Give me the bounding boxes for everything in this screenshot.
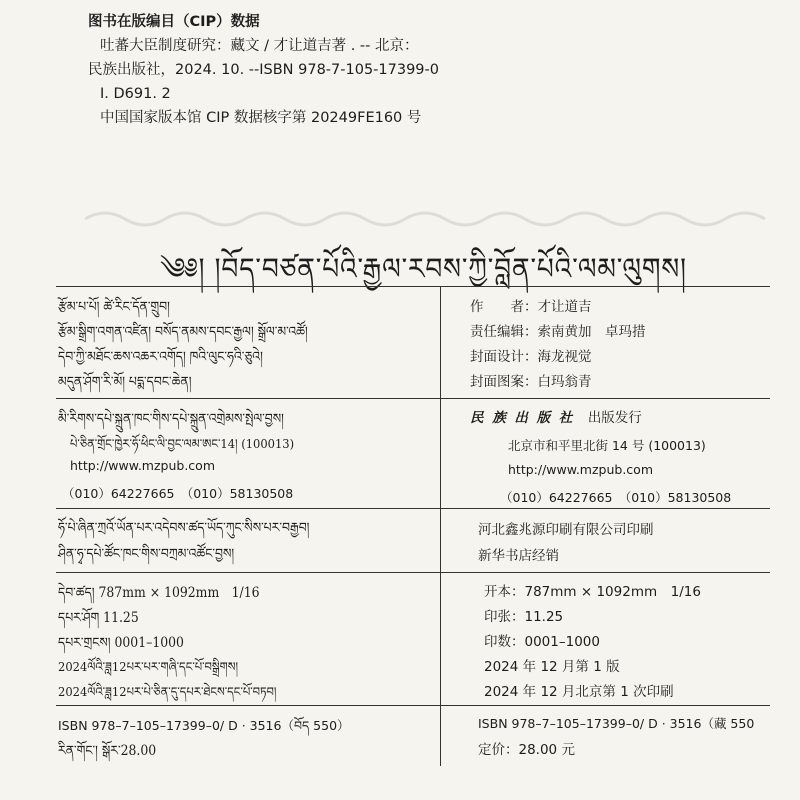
cip-line-4: 中国国家版本馆 CIP 数据核字第 20249FE160 号 [100,110,422,126]
printer-tibetan-line-2: ཤིན་ཧྭ་དཔེ་ཚོང་ཁང་གིས་བཀྲམ་འཚོང་བྱས། [58,546,235,562]
publisher-tibetan-url: http://www.mzpub.com [70,458,215,473]
credit-tibetan-cover-design: དེབ་ཀྱི་མཐོང་ཆས་འཆར་འགོད། ཁའི་ལུང་ཧའི་ཅུའེ། [58,349,263,365]
credit-tibetan-cover-art: མདུན་ཤོག་རི་མོ། པདྨ་དབང་ཆེན། [58,374,192,390]
spec-print-run: 印数：0001–1000 [484,634,600,650]
spec-tibetan-edition: 2024ལོའི་ཟླ12པར་པར་གཞི་དང་པོ་བསྒྲིགས། [58,659,239,674]
publisher-url: http://www.mzpub.com [508,462,653,477]
publisher-chinese: 民 族 出 版 社 出版发行 [470,410,642,426]
credit-editor: 责任编辑：索南黄加 卓玛措 [470,324,646,340]
spec-tibetan-sheets: དཔར་ཤོག 11.25 [58,610,139,626]
book-title-tibetan: ༄༅། །བོད་བཙན་པོའི་རྒྱལ་རབས་ཀྱི་བློན་པོའི་ལམ་ལུགས། [160,252,687,287]
bleed-through-text [85,205,785,231]
divider-credits [56,398,770,399]
spec-sheets: 印张：11.25 [484,609,564,625]
price-tibetan: རིན་གོང་། སྒོར་28.00 [58,743,157,759]
spec-format: 开本：787mm × 1092mm 1/16 [484,584,701,600]
printer-chinese-line-2: 新华书店经销 [478,548,559,564]
credit-tibetan-author: རྩོམ་པ་པོ། ཚེ་རིང་དོན་གྲུབ། [58,299,170,315]
credit-author: 作 者：才让道吉 [470,299,592,315]
publisher-tibetan-address: པེ་ཅིན་གྲོང་ཁྱེར་ཧོ་ཕིང་ལི་བྱང་ལམ་ཨང་14། (100013) [70,436,295,451]
publisher-tibetan-phone: （010）64227665 （010）58130508 [62,486,294,501]
price-chinese: 定价：28.00 元 [478,742,575,758]
credit-cover-design: 封面设计：海龙视觉 [470,349,592,365]
divider-specs [56,705,770,706]
publisher-tibetan-name: མི་རིགས་དཔེ་སྐྲུན་ཁང་གིས་དཔེ་སྐྲུན་འགྲེམས་སྤེལ་བྱས། [58,411,284,427]
column-divider [440,286,441,766]
cip-line-1: 吐蕃大臣制度研究：藏文 / 才让道吉著 . -- 北京： [100,38,419,54]
divider-title [56,286,770,287]
spec-edition: 2024 年 12 月第 1 版 [484,659,620,675]
divider-publisher [56,508,770,509]
divider-printer [56,572,770,573]
isbn-chinese: ISBN 978–7–105–17399–0/ D · 3516（藏 550 [478,716,755,731]
credit-tibetan-editor: རྩོམ་སྒྲིག་འགན་འཛིན། བསོད་ནམས་དབང་རྒྱལ། སྒྲོལ་མ་འཚོ། [58,324,308,340]
isbn-tibetan: ISBN 978–7–105–17399–0/ D · 3516（བོད 550） [58,718,350,733]
cip-heading: 图书在版编目（CIP）数据 [88,14,260,30]
spec-tibetan-format: དེབ་ཚད། 787mm × 1092mm 1/16 [58,585,260,601]
printer-chinese-line-1: 河北鑫兆源印刷有限公司印刷 [478,522,654,538]
publisher-address: 北京市和平里北街 14 号 (100013) [508,438,706,453]
cip-line-3: Ⅰ. D691. 2 [100,86,171,102]
spec-tibetan-printing: 2024ལོའི་ཟླ12པར་པེ་ཅིན་དུ་དཔར་ཐེངས་དང་པོ་བཏབ། [58,684,277,699]
spec-printing: 2024 年 12 月北京第 1 次印刷 [484,684,674,700]
publisher-phone: （010）64227665 （010）58130508 [500,490,732,505]
cip-line-2: 民族出版社，2024. 10. --ISBN 978-7-105-17399-0 [88,62,439,78]
spec-tibetan-print-run: དཔར་གྲངས། 0001–1000 [58,635,184,651]
credit-cover-art: 封面图案：白玛翁青 [470,374,592,390]
cip-block [88,10,439,130]
printer-tibetan-line-1: ཧོ་པེ་ཞིན་ཀྲའོ་ཡོན་པར་འདེབས་ཚད་ཡོད་ཀུང་སིས་པར་བརྒྱབ། [58,520,310,536]
